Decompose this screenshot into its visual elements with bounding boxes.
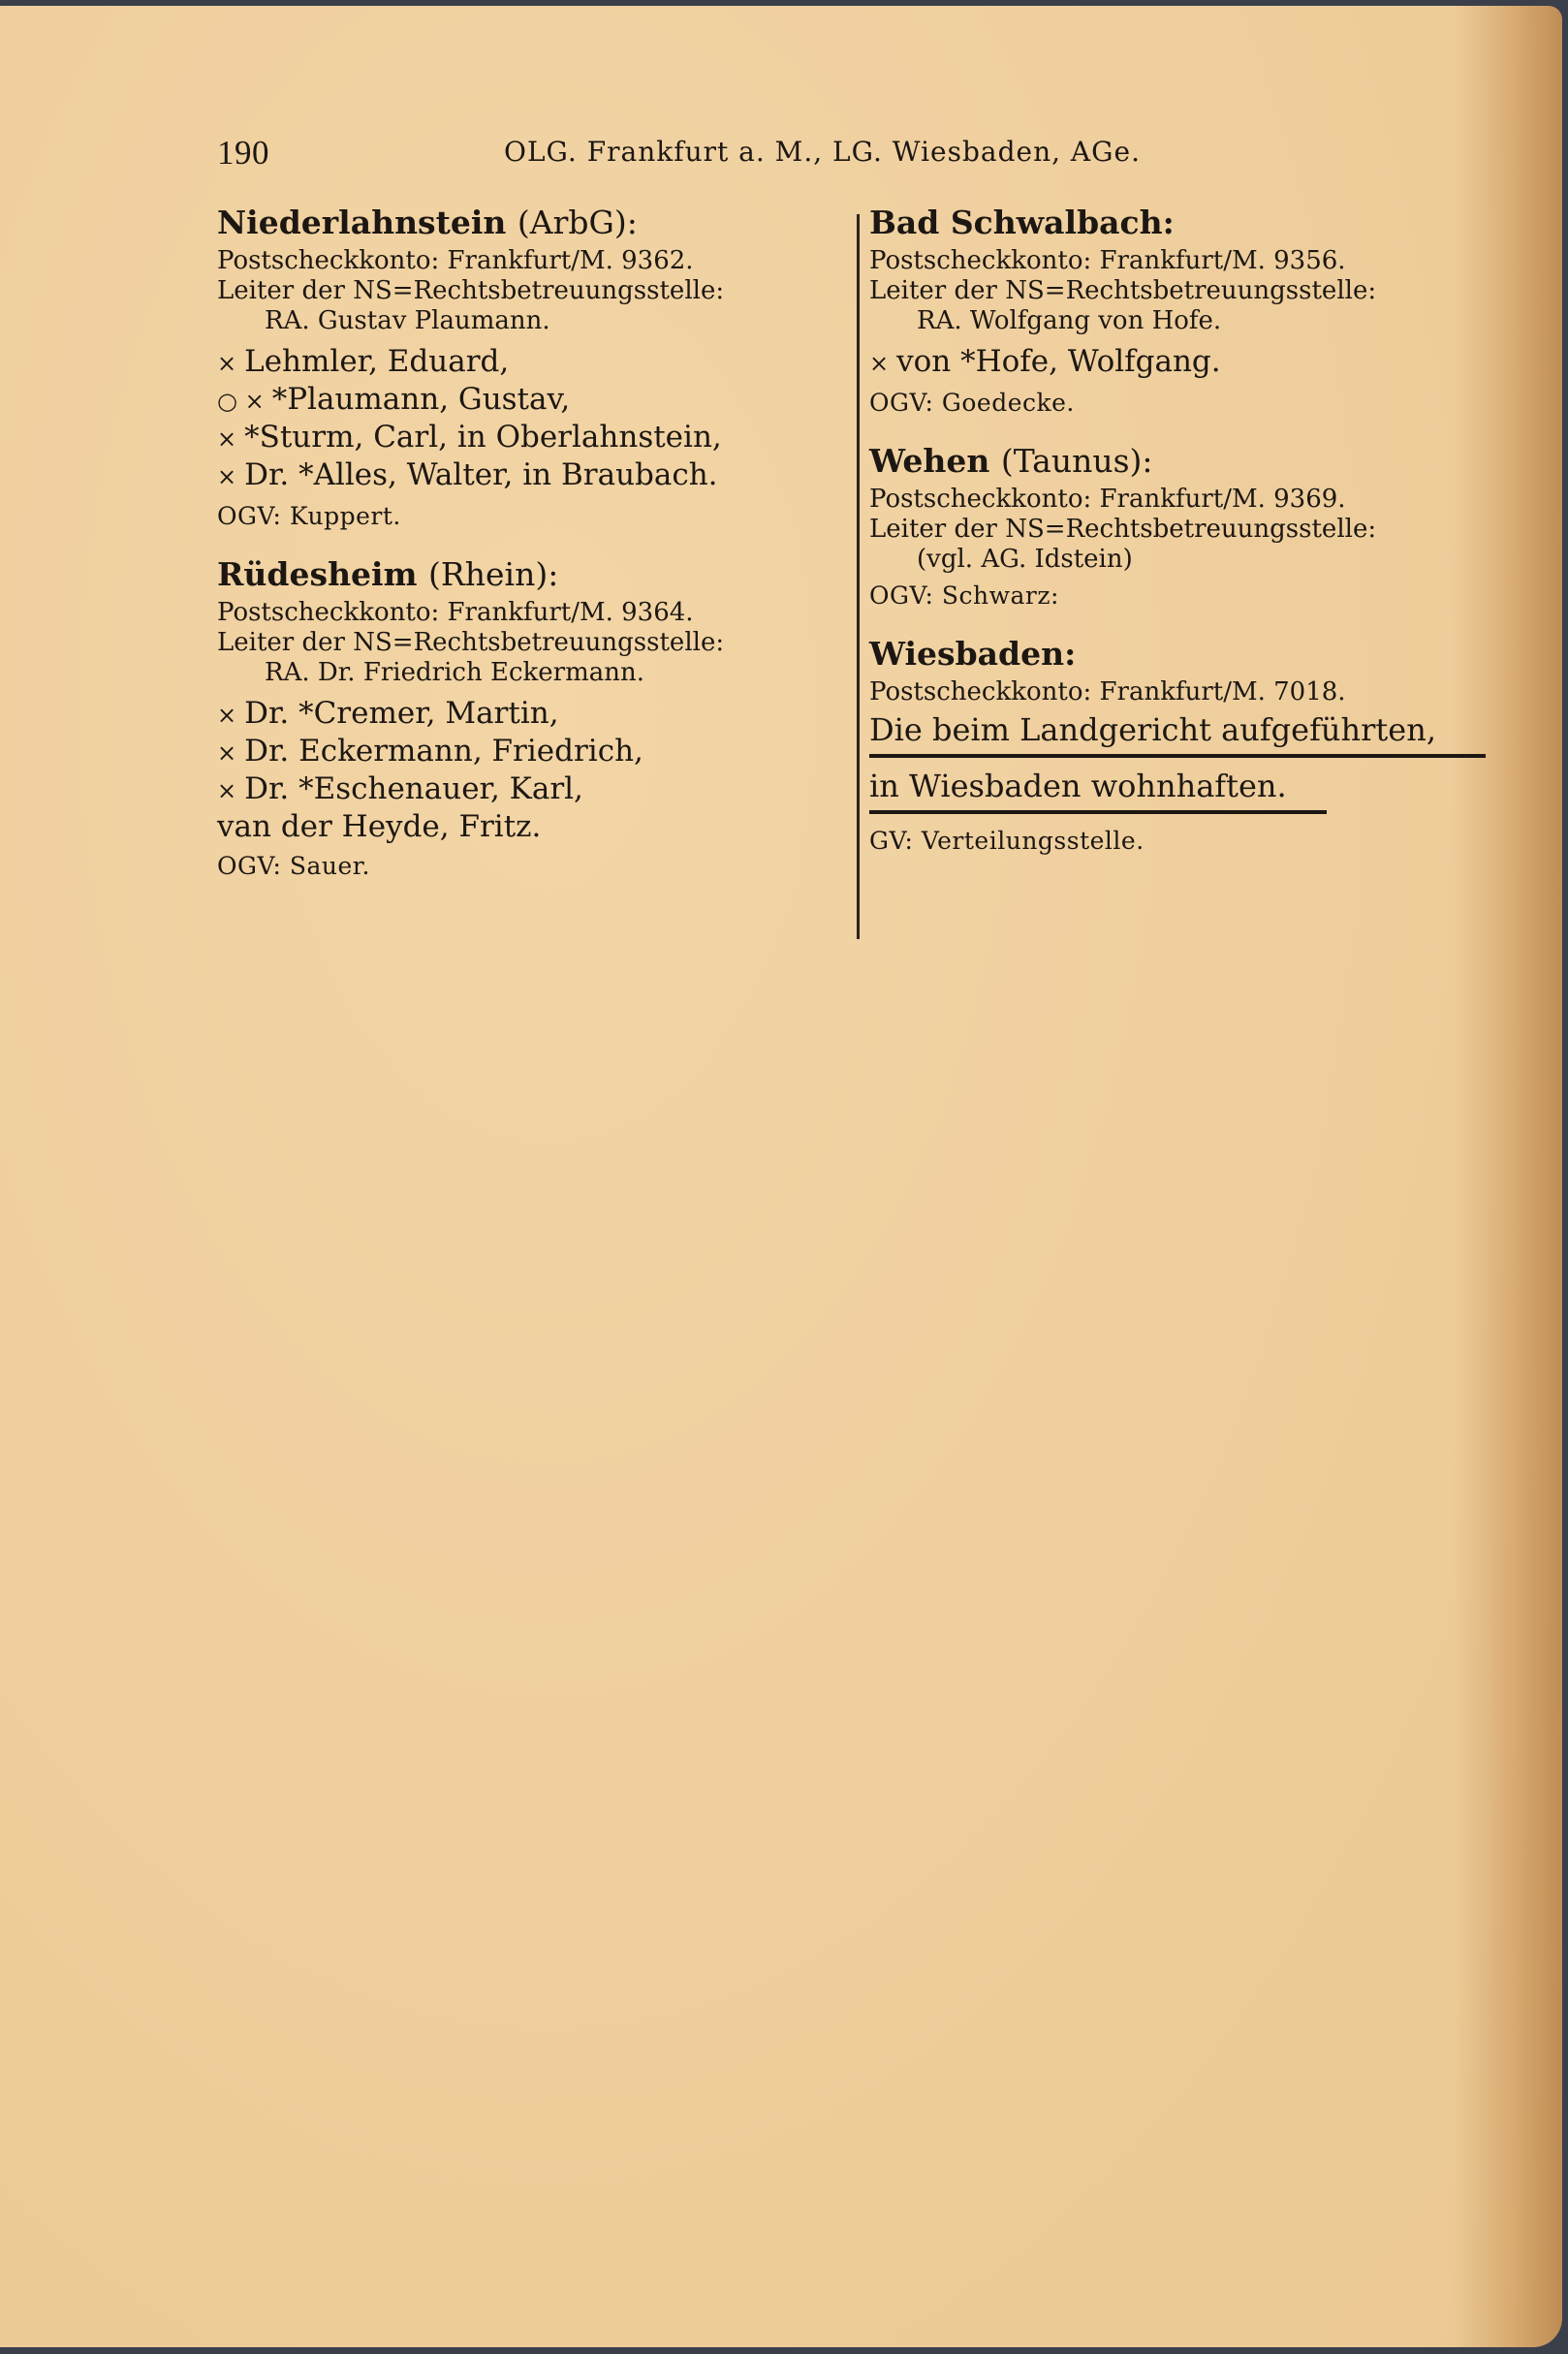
section-title [217, 551, 837, 598]
member-entry [217, 734, 837, 771]
postscheck-line: Postscheckkonto: Frankfurt/M. 9364. [217, 598, 694, 627]
member-entry [217, 696, 837, 734]
section-title [217, 200, 837, 246]
horizontal-rule [869, 810, 1327, 814]
leiter-label: Leiter der NS=Rechtsbetreuungsstelle: [869, 276, 1377, 305]
member-name: Lehmler, Eduard, [244, 344, 510, 379]
leiter-name: RA. Gustav Plaumann. [265, 306, 550, 335]
leiter-label: Leiter der NS=Rechtsbetreuungsstelle: [869, 515, 1377, 544]
horizontal-rule [869, 754, 1486, 758]
section-title: Wiesbaden: [869, 635, 1077, 673]
court-qualifier: (Rhein): [428, 555, 559, 593]
leiter-name: RA. Dr. Friedrich Eckermann. [265, 658, 644, 687]
ogv-line: OGV: Schwarz: [869, 581, 1059, 610]
cross-mark-icon: × [217, 777, 237, 804]
member-name: van der Heyde, Fritz. [217, 809, 542, 844]
ogv-line: OGV: Kuppert. [217, 502, 401, 530]
court-name: Rüdesheim [217, 555, 418, 593]
leiter-label: Leiter der NS=Rechtsbetreuungsstelle: [217, 276, 725, 305]
ogv-line: OGV: Sauer. [217, 852, 370, 880]
member-name: Dr. *Alles, Walter, in Braubach. [244, 457, 718, 492]
member-entry [217, 382, 837, 420]
cross-mark-icon: × [217, 739, 237, 767]
leiter-label: Leiter der NS=Rechtsbetreuungsstelle: [217, 628, 725, 657]
member-entry [869, 344, 1490, 382]
member-name: Dr. *Eschenauer, Karl, [244, 771, 583, 806]
court-name: Niederlahnstein [217, 204, 507, 241]
member-entry [217, 771, 837, 809]
court-qualifier: (Taunus): [1000, 442, 1153, 480]
right-column [869, 200, 1490, 876]
gv-line: GV: Verteilungsstelle. [869, 827, 1145, 855]
ogv-line: OGV: Goedecke. [869, 389, 1075, 417]
member-name: Dr. *Cremer, Martin, [244, 696, 559, 731]
section-title: Bad Schwalbach: [869, 204, 1175, 241]
member-name: von *Hofe, Wolfgang. [896, 344, 1221, 379]
postscheck-line: Postscheckkonto: Frankfurt/M. 9362. [217, 246, 694, 275]
cross-mark-icon: × [217, 425, 237, 453]
note-line: Die beim Landgericht aufgeführten, [869, 711, 1436, 748]
left-column [217, 200, 837, 901]
member-name: *Sturm, Carl, in Oberlahnstein, [244, 420, 722, 455]
cross-mark-icon: × [217, 702, 237, 729]
member-entry [217, 344, 837, 382]
cross-mark-icon: × [217, 350, 237, 377]
postscheck-line: Postscheckkonto: Frankfurt/M. 9356. [869, 246, 1346, 275]
section-title [869, 438, 1490, 485]
note-line: in Wiesbaden wohnhaften. [869, 768, 1287, 804]
circle-cross-mark-icon: ○ × [217, 388, 265, 415]
section-niederlahnstein [217, 200, 837, 538]
member-name: *Plaumann, Gustav, [271, 382, 571, 417]
section-wehen [869, 438, 1490, 617]
section-ruedesheim [217, 551, 837, 888]
scanned-page [0, 6, 1562, 2347]
court-name: Wehen [869, 442, 990, 480]
cross-mark-icon: × [869, 350, 890, 377]
postscheck-line: Postscheckkonto: Frankfurt/M. 9369. [869, 485, 1346, 514]
column-divider [857, 214, 860, 939]
section-bad-schwalbach [869, 200, 1490, 424]
section-wiesbaden [869, 631, 1490, 863]
leiter-name: RA. Wolfgang von Hofe. [917, 306, 1222, 335]
member-name: Dr. Eckermann, Friedrich, [244, 734, 643, 769]
postscheck-line: Postscheckkonto: Frankfurt/M. 7018. [869, 677, 1346, 706]
running-head: OLG. Frankfurt a. M., LG. Wiesbaden, AGe. [504, 136, 1141, 168]
member-entry [217, 457, 837, 495]
leiter-reference: (vgl. AG. Idstein) [917, 545, 1133, 574]
member-entry [217, 809, 837, 845]
cross-mark-icon: × [217, 463, 237, 490]
page-number: 190 [217, 134, 269, 172]
page-header [217, 130, 1215, 178]
member-entry [217, 420, 837, 457]
court-qualifier: (ArbG): [517, 204, 638, 241]
